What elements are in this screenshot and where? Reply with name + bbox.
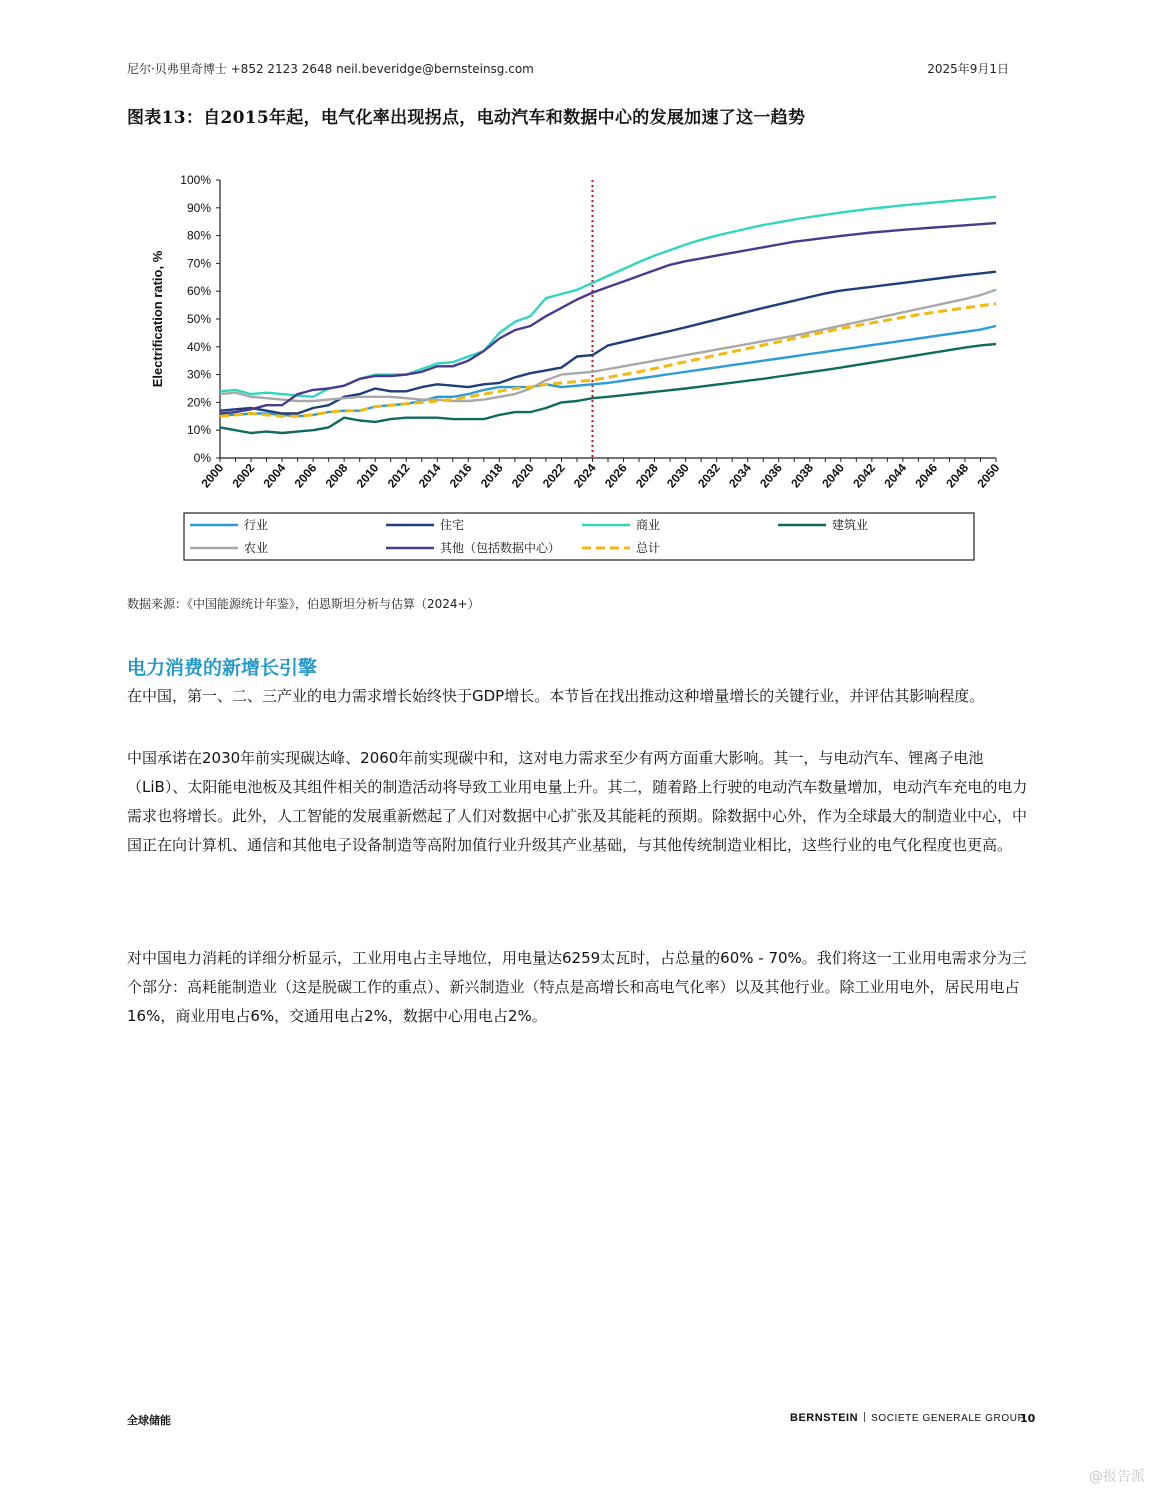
legend-label-5: 其他（包括数据中心） <box>440 541 561 555</box>
x-tick-label: 2032 <box>695 460 723 491</box>
x-tick-label: 2020 <box>508 460 537 491</box>
legend-label-3: 建筑业 <box>832 518 869 532</box>
y-tick-label: 60% <box>186 284 211 299</box>
x-tick-label: 2046 <box>912 460 941 491</box>
y-tick-label: 40% <box>186 339 211 354</box>
x-tick-label: 2042 <box>850 460 879 491</box>
x-tick-label: 2048 <box>943 460 972 491</box>
footer-brand-group: SOCIETE GENERALE GROUP <box>871 1413 1025 1424</box>
legend-label-6: 总计 <box>636 541 661 555</box>
y-tick-label: 90% <box>186 200 211 215</box>
x-tick-label: 2004 <box>260 460 289 491</box>
y-tick-label: 80% <box>186 228 211 243</box>
y-tick-label: 50% <box>186 312 211 326</box>
x-tick-label: 2050 <box>974 460 1003 491</box>
x-tick-label: 2016 <box>446 460 475 491</box>
y-tick-label: 20% <box>186 395 211 410</box>
watermark: @报告派 <box>1089 1469 1145 1485</box>
x-tick-label: 2002 <box>229 460 258 491</box>
paragraph-2: 中国承诺在2030年前实现碳达峰、2060年前实现碳中和，这对电力需求至少有两方面重大影响。其一，与电动汽车、锂离子电池（LiB）、太阳能电池板及其组件相关的制造活动将导致工业用电量上升。其二，随着路上行驶的电动汽车数量增加，电动汽车充电的电力需求也将增长。此外，人工智能的发展重新燃起了人们对数据中心扩张及其能耗的预期。除数据中心外，作为全球最大的制造业中心，中国正在向计算机、通信和其他电子设备制造等高附加值行业升级其产业基础，与其他传统制造业相比，这些行业的电气化程度也更高。 <box>127 749 1028 854</box>
x-tick-label: 2026 <box>601 460 630 491</box>
figure-title: 图表13：自2015年起，电气化率出现拐点，电动汽车和数据中心的发展加速了这一趋势 <box>127 108 806 128</box>
y-tick-label: 70% <box>186 256 211 271</box>
legend-label-2: 商业 <box>636 518 661 532</box>
header-date: 2025年9月1日 <box>927 62 1009 76</box>
x-tick-label: 2038 <box>788 460 817 491</box>
page-number: 10 <box>1020 1412 1036 1425</box>
footer-section-name: 全球储能 <box>127 1414 171 1427</box>
paragraph-3: 对中国电力消耗的详细分析显示，工业用电占主导地位，用电量达6259太瓦时，占总量的60% - 70%。我们将这一工业用电需求分为三个部分：高耗能制造业（这是脱碳工作的重点）、新兴制造业（特点是高增长和高电气化率）以及其他行业。除工业用电外，居民用电占16%，商业用电占6%，交通用电占2%，数据中心用电占2%。 <box>127 949 1027 1025</box>
y-tick-label: 10% <box>186 423 211 438</box>
y-tick-label: 100% <box>180 173 211 187</box>
x-tick-label: 2044 <box>881 460 910 491</box>
x-tick-label: 2040 <box>819 460 848 491</box>
legend-label-4: 农业 <box>244 541 269 555</box>
x-tick-label: 2022 <box>539 460 568 491</box>
footer-brand-name: BERNSTEIN <box>790 1412 859 1424</box>
x-tick-label: 2028 <box>632 460 661 491</box>
header-author-contact: 尼尔·贝弗里奇博士 +852 2123 2648 neil.beveridge@bernsteinsg.com <box>127 62 534 76</box>
legend-label-0: 行业 <box>244 518 269 532</box>
paragraph-1: 在中国，第一、二、三产业的电力需求增长始终快于GDP增长。本节旨在找出推动这种增量增长的关键行业，并评估其影响程度。 <box>127 687 985 705</box>
x-tick-label: 2000 <box>198 460 227 491</box>
x-tick-label: 2034 <box>726 460 754 491</box>
x-tick-label: 2018 <box>477 460 506 491</box>
x-tick-label: 2030 <box>664 460 692 491</box>
x-tick-label: 2014 <box>415 460 444 491</box>
y-tick-label: 30% <box>186 367 211 382</box>
y-tick-label: 0% <box>193 451 211 465</box>
footer-brand-logo <box>790 1412 1025 1424</box>
x-tick-label: 2010 <box>353 460 382 491</box>
series-line-1 <box>220 272 996 414</box>
section-title: 电力消费的新增长引擎 <box>127 657 318 679</box>
electrification-line-chart <box>150 165 1003 565</box>
chart-source: 数据来源：《中国能源统计年鉴》，伯恩斯坦分析与估算（2024+） <box>127 597 480 611</box>
series-line-2 <box>220 197 996 397</box>
series-line-0 <box>220 326 996 416</box>
y-axis-label: Electrification ratio, % <box>150 250 165 388</box>
x-tick-label: 2024 <box>570 460 599 491</box>
legend-label-1: 住宅 <box>440 518 465 532</box>
x-tick-label: 2012 <box>384 460 413 491</box>
x-tick-label: 2036 <box>757 460 786 491</box>
x-tick-label: 2008 <box>322 460 351 491</box>
series-line-3 <box>220 344 996 433</box>
x-tick-label: 2006 <box>291 460 320 491</box>
